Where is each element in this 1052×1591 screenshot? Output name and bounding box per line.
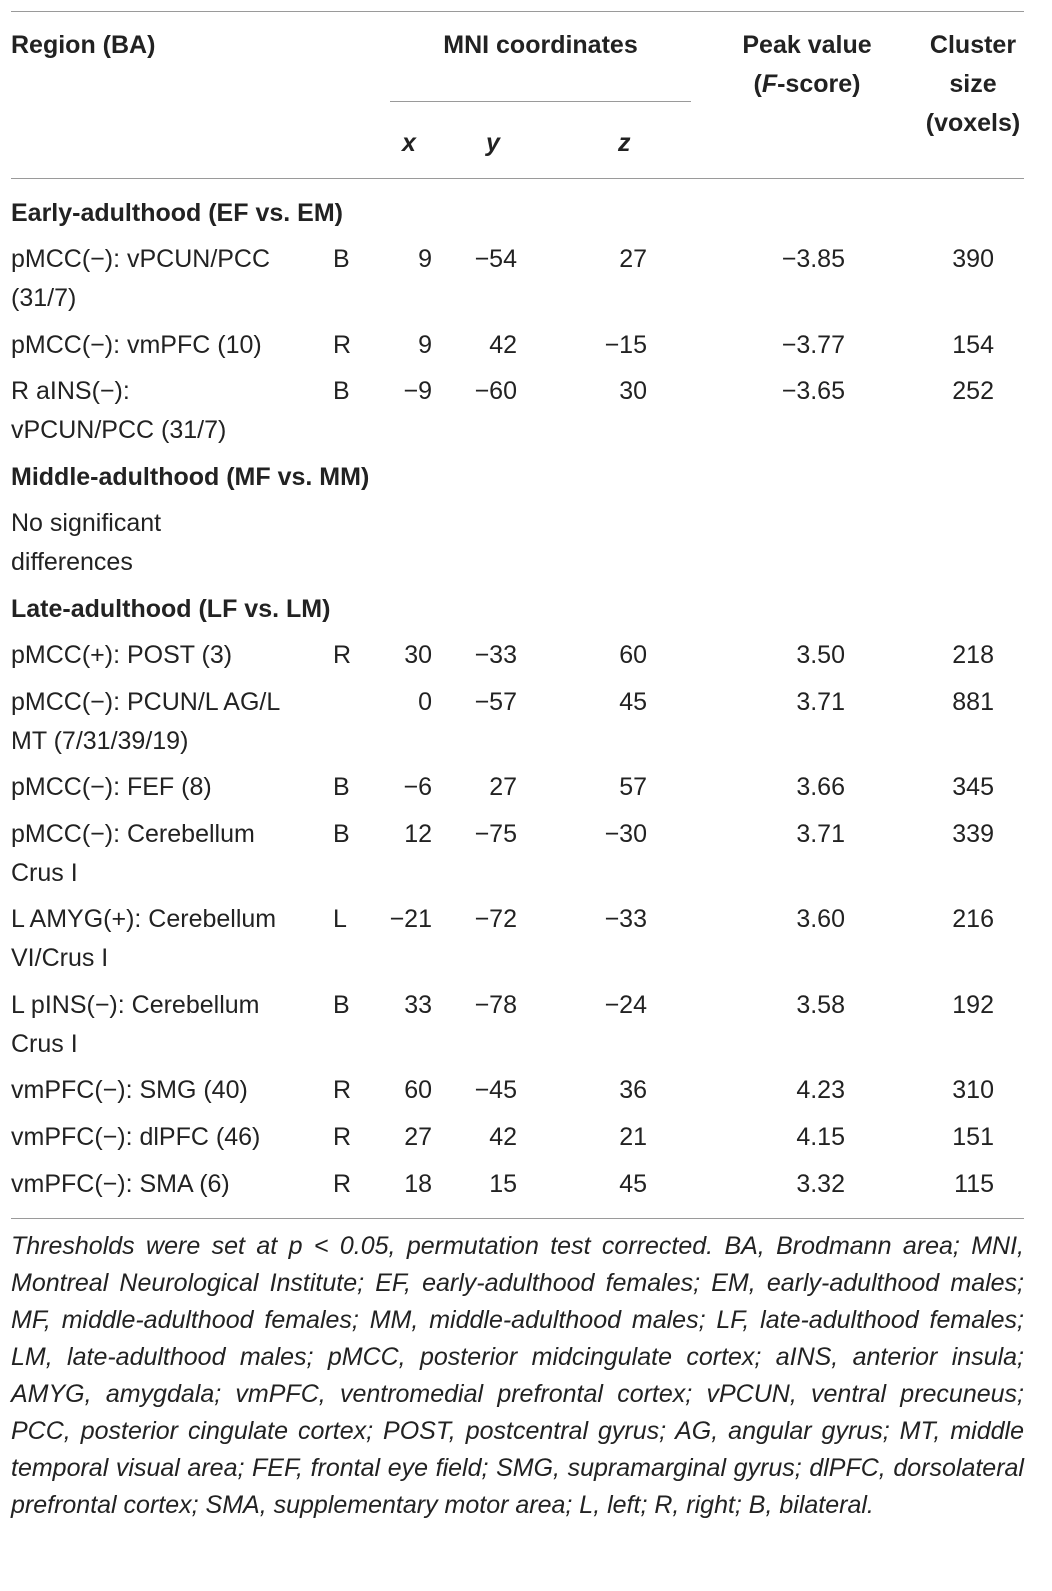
cell-cluster: 216: [952, 905, 994, 933]
cell-side: B: [333, 991, 350, 1019]
cell-z: 30: [619, 377, 647, 405]
cell-z: 60: [619, 641, 647, 669]
cell-peak: 3.32: [796, 1170, 845, 1198]
cell-region: pMCC(−): PCUN/L AG/L MT (7/31/39/19): [11, 688, 280, 755]
cell-side: B: [333, 773, 350, 801]
cell-region: pMCC(−): vmPFC (10): [11, 331, 262, 359]
header-region: Region (BA): [11, 31, 156, 59]
cell-z: −33: [604, 905, 647, 933]
cell-region: vmPFC(−): dlPFC (46): [11, 1123, 261, 1151]
cell-z: 21: [619, 1123, 647, 1151]
cell-cluster: 192: [952, 991, 994, 1019]
cell-cluster: 881: [952, 688, 994, 716]
cell-peak: −3.65: [781, 377, 845, 405]
cell-cluster: 218: [952, 641, 994, 669]
cell-region: R aINS(−): vPCUN/PCC (31/7): [11, 377, 227, 444]
cell-y: −57: [474, 688, 517, 716]
section-early-adulthood: Early-adulthood (EF vs. EM): [11, 199, 343, 227]
cell-region: pMCC(−): Cerebellum Crus I: [11, 820, 255, 887]
cell-y: −54: [474, 245, 517, 273]
cell-y: −33: [474, 641, 517, 669]
cell-z: −24: [604, 991, 647, 1019]
header-cluster-line2: size: [949, 70, 997, 98]
cell-cluster: 310: [952, 1076, 994, 1104]
cell-side: R: [333, 1170, 352, 1198]
cell-y: 42: [489, 331, 517, 359]
cell-y: −45: [474, 1076, 517, 1104]
cell-side: R: [333, 641, 352, 669]
table-bottom-rule: [11, 1218, 1024, 1219]
header-mni-coordinates: MNI coordinates: [443, 31, 638, 59]
cell-peak: 3.71: [796, 688, 845, 716]
cell-z: 36: [619, 1076, 647, 1104]
cell-y: 15: [489, 1170, 517, 1198]
cell-x: −6: [403, 773, 432, 801]
cell-y: 42: [489, 1123, 517, 1151]
cell-z: 27: [619, 245, 647, 273]
section-middle-adulthood: Middle-adulthood (MF vs. MM): [11, 463, 370, 491]
cell-region: pMCC(−): vPCUN/PCC (31/7): [11, 245, 271, 312]
cell-x: 18: [404, 1170, 432, 1198]
cell-region: pMCC(−): FEF (8): [11, 773, 212, 801]
section-late-adulthood: Late-adulthood (LF vs. LM): [11, 595, 331, 623]
header-peak-score: -score): [777, 70, 861, 98]
cell-region: L pINS(−): Cerebellum Crus I: [11, 991, 260, 1058]
cell-cluster: 345: [952, 773, 994, 801]
cell-cluster: 390: [952, 245, 994, 273]
cell-peak: 3.58: [796, 991, 845, 1019]
cell-side: R: [333, 1123, 352, 1151]
cell-z: −30: [604, 820, 647, 848]
header-peak-line2: [712, 65, 902, 104]
cell-cluster: 115: [954, 1170, 994, 1198]
cell-side: B: [333, 245, 350, 273]
cell-region: pMCC(+): POST (3): [11, 641, 233, 669]
cell-peak: 3.71: [796, 820, 845, 848]
cell-x: 12: [404, 820, 432, 848]
cell-peak: 3.60: [796, 905, 845, 933]
cell-z: 57: [619, 773, 647, 801]
header-peak-value: [712, 26, 902, 104]
cell-side: R: [333, 1076, 352, 1104]
cell-region: vmPFC(−): SMG (40): [11, 1076, 248, 1104]
cell-side: B: [333, 377, 350, 405]
table-footnote: Thresholds were set at p < 0.05, permutation test corrected. BA, Brodmann area; MNI, Montreal Neurological Institute; EF, early-adulthood females; EM, early-adulthood males; MF, middle-adulthood females; MM, middle-adulthood males; LF, late-adulthood females; LM, late-adulthood males; pMCC, posterior midcingulate cortex; aINS, anterior insula; AMYG, amygdala; vmPFC, ventromedial prefrontal cortex; vPCUN, ventral precuneus; PCC, posterior cingulate cortex; POST, postcentral gyrus; AG, angular gyrus; MT, middle temporal visual area; FEF, frontal eye field; SMG, supramarginal gyrus; dlPFC, dorsolateral prefrontal cortex; SMA, supplementary motor area; L, left; R, right; B, bilateral.: [11, 1232, 1024, 1519]
cell-peak: −3.77: [781, 331, 845, 359]
cell-side: L: [333, 905, 347, 933]
header-bottom-rule: [11, 178, 1024, 179]
table-top-rule: [11, 11, 1024, 12]
cell-y: −72: [474, 905, 517, 933]
header-cluster-size: [912, 26, 1034, 143]
cell-peak: 3.50: [796, 641, 845, 669]
cell-z: 45: [619, 1170, 647, 1198]
cell-side: B: [333, 820, 350, 848]
header-y: y: [486, 129, 500, 157]
cell-cluster: 151: [952, 1123, 994, 1151]
header-cluster-line3: (voxels): [925, 109, 1021, 137]
cell-cluster: 339: [952, 820, 994, 848]
cell-y: −60: [474, 377, 517, 405]
cell-z: 45: [619, 688, 647, 716]
cell-x: 27: [404, 1123, 432, 1151]
cell-peak: 3.66: [796, 773, 845, 801]
cell-y: −78: [474, 991, 517, 1019]
mni-header-rule: [390, 101, 691, 102]
cell-peak: 4.15: [796, 1123, 845, 1151]
cell-y: −75: [474, 820, 517, 848]
cell-x: 9: [418, 331, 432, 359]
cell-x: −9: [403, 377, 432, 405]
header-cluster-line1: Cluster: [929, 31, 1017, 59]
cell-region: L AMYG(+): Cerebellum VI/Crus I: [11, 905, 277, 972]
header-z: z: [618, 129, 631, 157]
cell-x: 60: [404, 1076, 432, 1104]
cell-x: −21: [389, 905, 432, 933]
header-peak-paren: (: [753, 70, 762, 98]
cell-side: R: [333, 331, 352, 359]
header-peak-f: F: [761, 70, 778, 98]
header-x: x: [402, 129, 416, 157]
cell-z: −15: [604, 331, 647, 359]
cell-cluster: 252: [952, 377, 994, 405]
cell-region: No significant differences: [11, 509, 162, 576]
cell-x: 30: [404, 641, 432, 669]
cell-region: vmPFC(−): SMA (6): [11, 1170, 230, 1198]
cell-cluster: 154: [952, 331, 994, 359]
cell-x: 9: [418, 245, 432, 273]
cell-peak: −3.85: [781, 245, 845, 273]
cell-y: 27: [489, 773, 517, 801]
header-peak-line1: Peak value: [742, 31, 872, 59]
cell-x: 33: [404, 991, 432, 1019]
cell-peak: 4.23: [796, 1076, 845, 1104]
cell-x: 0: [418, 688, 432, 716]
